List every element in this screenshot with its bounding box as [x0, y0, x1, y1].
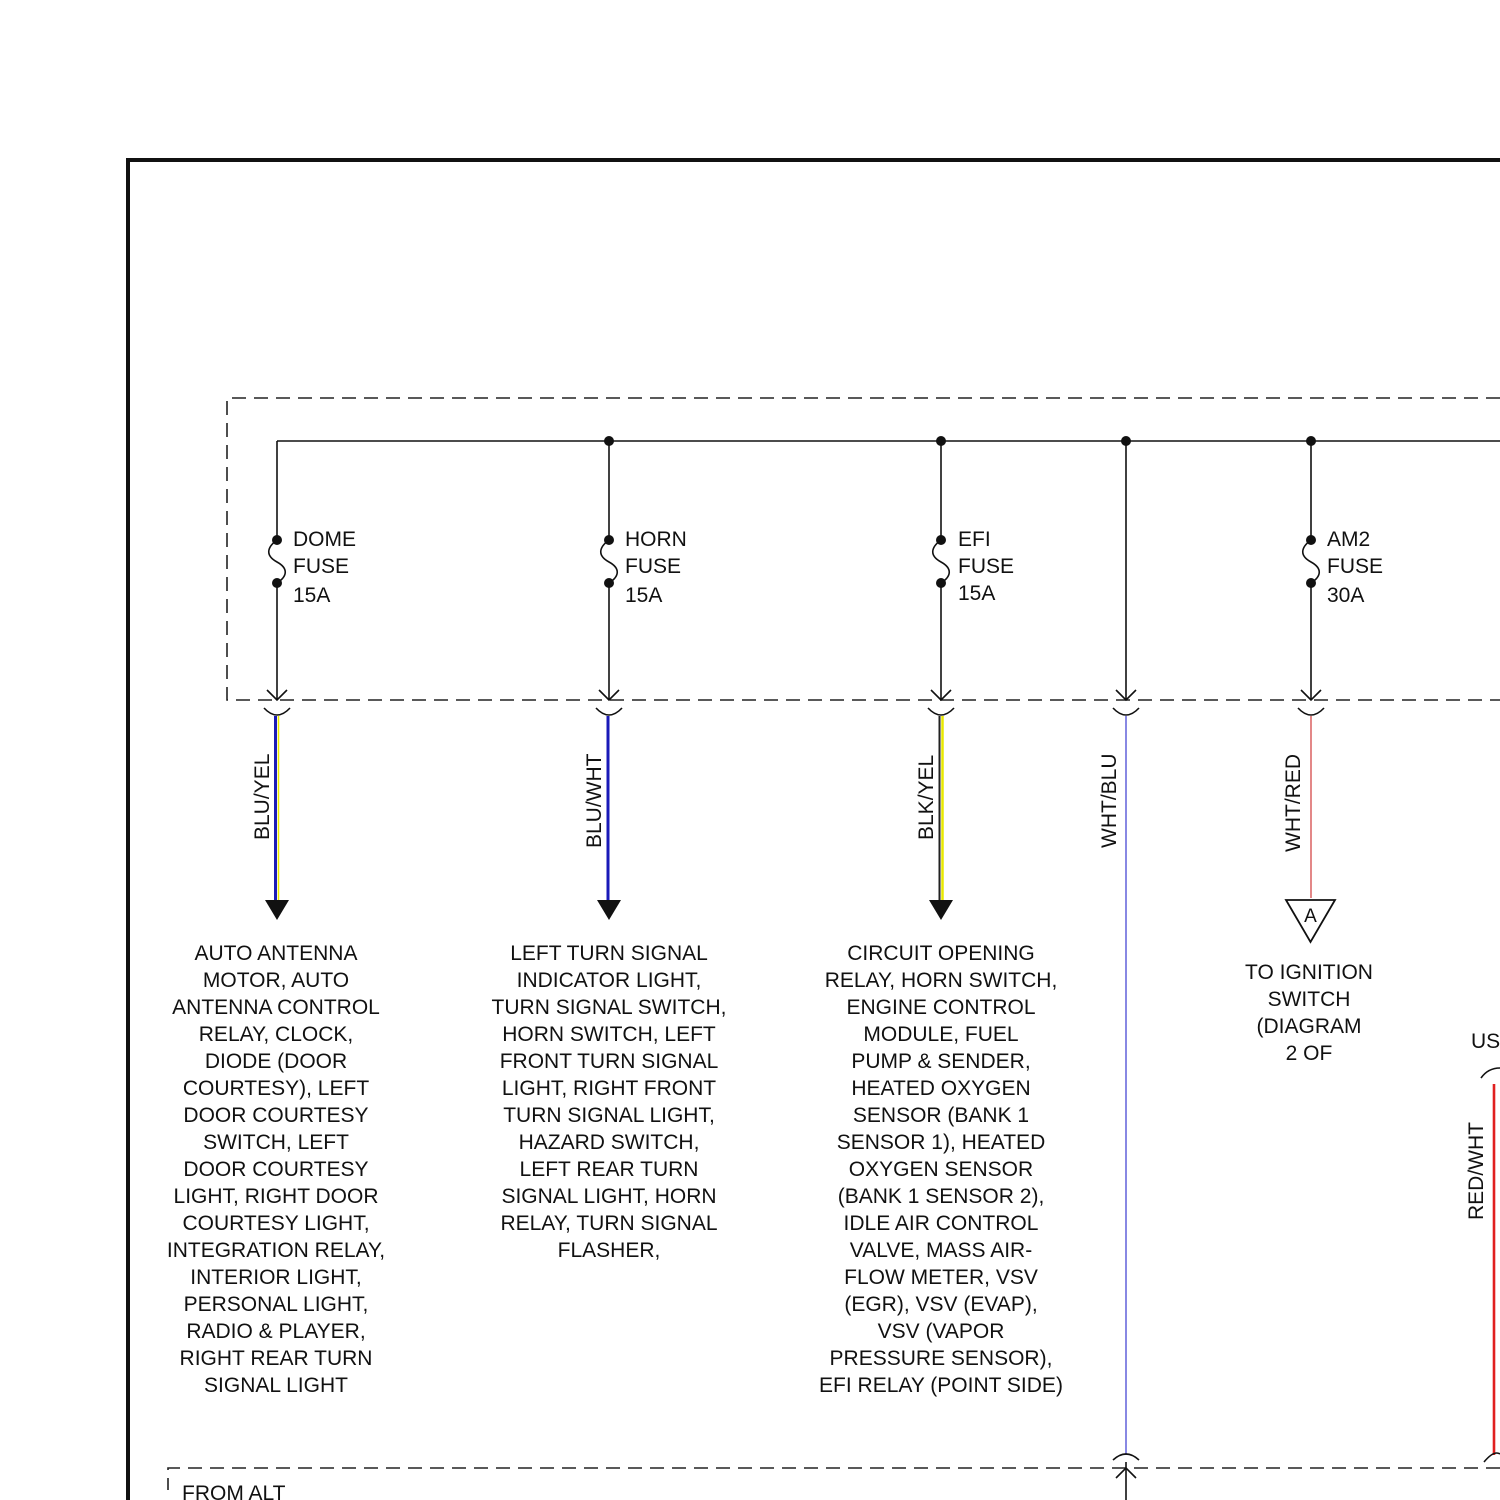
connector-letter: A: [1304, 906, 1317, 927]
horn-fuse-branch: [596, 441, 687, 715]
fuse-name: HORN: [625, 528, 687, 551]
text-line: AUTO ANTENNA: [194, 942, 358, 965]
text-line: SENSOR (BANK 1: [852, 1104, 1030, 1127]
connector-socket: [596, 708, 622, 715]
text-line: INTERIOR LIGHT,: [190, 1266, 362, 1289]
fuse-label: FUSE: [293, 555, 350, 578]
text-line: FLASHER,: [557, 1239, 661, 1262]
wire-wht-blu: [1098, 716, 1139, 1500]
text-line: LIGHT, RIGHT DOOR: [173, 1185, 379, 1208]
wire-label: BLU/WHT: [583, 753, 606, 848]
text-line: CIRCUIT OPENING: [847, 942, 1035, 965]
text-line: (EGR), VSV (EVAP),: [844, 1293, 1038, 1316]
text-line: RELAY, TURN SIGNAL: [500, 1212, 718, 1235]
connector-socket: [1298, 708, 1324, 715]
text-line: LEFT TURN SIGNAL: [510, 942, 708, 965]
text-line: SWITCH, LEFT: [203, 1131, 349, 1154]
text-line: COURTESY), LEFT: [182, 1077, 370, 1100]
connector-destination: [1245, 961, 1373, 1065]
text-line: INTEGRATION RELAY,: [166, 1239, 386, 1262]
down-arrow: [265, 900, 289, 920]
text-line: LIGHT, RIGHT FRONT: [501, 1077, 717, 1100]
text-line: LEFT REAR TURN: [519, 1158, 699, 1181]
text-line: RADIO & PLAYER,: [186, 1320, 366, 1343]
destination-list-dome: [167, 942, 385, 1397]
text-line: ANTENNA CONTROL: [172, 996, 380, 1019]
fuse-symbol: [601, 540, 618, 583]
lower-block-label: FROM ALT: [182, 1482, 286, 1500]
text-line: ENGINE CONTROL: [846, 996, 1036, 1019]
fuse-rating: 30A: [1327, 584, 1365, 607]
connector-socket: [264, 708, 290, 715]
text-line: FLOW METER, VSV: [844, 1266, 1038, 1289]
fuse-name: EFI: [958, 528, 991, 551]
text-line: COURTESY LIGHT,: [182, 1212, 370, 1235]
text-line: INDICATOR LIGHT,: [516, 969, 702, 992]
fuse-label: FUSE: [625, 555, 682, 578]
fuse-symbol: [269, 540, 286, 583]
text-line: DOOR COURTESY: [183, 1104, 369, 1127]
text-line: RELAY, CLOCK,: [198, 1023, 354, 1046]
text-line: PUMP & SENDER,: [851, 1050, 1031, 1073]
text-line: SENSOR 1), HEATED: [836, 1131, 1046, 1154]
text-line: 2 OF: [1285, 1042, 1333, 1065]
fuse-label: FUSE: [1327, 555, 1384, 578]
text-line: SIGNAL LIGHT, HORN: [501, 1185, 717, 1208]
text-line: SIGNAL LIGHT: [204, 1374, 348, 1397]
connector-socket: [928, 708, 954, 715]
text-line: DIODE (DOOR: [204, 1050, 348, 1073]
text-line: VALVE, MASS AIR-: [849, 1239, 1033, 1262]
text-line: RIGHT REAR TURN: [179, 1347, 373, 1370]
destination-list-horn: [492, 942, 727, 1262]
text-line: DOOR COURTESY: [183, 1158, 369, 1181]
fuse-rating: 15A: [958, 582, 996, 605]
fuse-symbol: [1303, 540, 1320, 583]
wire-blu-yel: [251, 716, 289, 920]
text-line: RELAY, HORN SWITCH,: [824, 969, 1058, 992]
fuse-rating: 15A: [625, 584, 663, 607]
wire-red-wht: [1465, 1068, 1500, 1462]
destination-list-efi: [819, 942, 1063, 1397]
text-line: VSV (VAPOR: [877, 1320, 1005, 1343]
text-line: (DIAGRAM: [1256, 1015, 1362, 1038]
wire-label: BLU/YEL: [251, 753, 274, 840]
text-line: PERSONAL LIGHT,: [183, 1293, 369, 1316]
text-line: IDLE AIR CONTROL: [843, 1212, 1039, 1235]
wire-blu-wht: [583, 716, 621, 920]
partial-label: US: [1471, 1030, 1500, 1053]
down-arrow: [597, 900, 621, 920]
efi-fuse-branch: [928, 441, 1014, 715]
text-line: MODULE, FUEL: [863, 1023, 1019, 1046]
fuse-label: FUSE: [958, 555, 1015, 578]
wire-wht-red: [1282, 716, 1335, 942]
am2-fuse-branch: [1298, 441, 1383, 715]
lower-block-outline: [168, 1468, 1500, 1490]
text-line: MOTOR, AUTO: [202, 969, 350, 992]
text-line: OXYGEN SENSOR: [848, 1158, 1034, 1181]
text-line: (BANK 1 SENSOR 2),: [837, 1185, 1045, 1208]
fuse-symbol: [933, 540, 950, 583]
text-line: TURN SIGNAL SWITCH,: [491, 996, 727, 1019]
fuse-name: AM2: [1327, 528, 1371, 551]
wire-blk-yel: [915, 716, 953, 920]
text-line: PRESSURE SENSOR),: [829, 1347, 1053, 1370]
text-line: SWITCH: [1267, 988, 1351, 1011]
connector-socket: [1113, 708, 1139, 715]
dome-fuse-branch: [264, 441, 356, 715]
wire-label: WHT/BLU: [1098, 753, 1121, 848]
fuse-name: DOME: [293, 528, 356, 551]
wire-label: RED/WHT: [1465, 1122, 1488, 1220]
text-line: HEATED OXYGEN: [851, 1077, 1031, 1100]
text-line: TURN SIGNAL LIGHT,: [503, 1104, 715, 1127]
text-line: TO IGNITION: [1245, 961, 1373, 984]
down-arrow: [929, 900, 953, 920]
text-line: HAZARD SWITCH,: [518, 1131, 700, 1154]
text-line: FRONT TURN SIGNAL: [499, 1050, 719, 1073]
fuse-rating: 15A: [293, 584, 331, 607]
text-line: HORN SWITCH, LEFT: [502, 1023, 716, 1046]
connector-socket: [1481, 1068, 1500, 1078]
text-line: EFI RELAY (POINT SIDE): [819, 1374, 1063, 1397]
unfused-branch: [1113, 441, 1139, 715]
wire-label: BLK/YEL: [915, 754, 938, 840]
wire-label: WHT/RED: [1282, 754, 1305, 852]
connector-socket: [1484, 1453, 1500, 1462]
